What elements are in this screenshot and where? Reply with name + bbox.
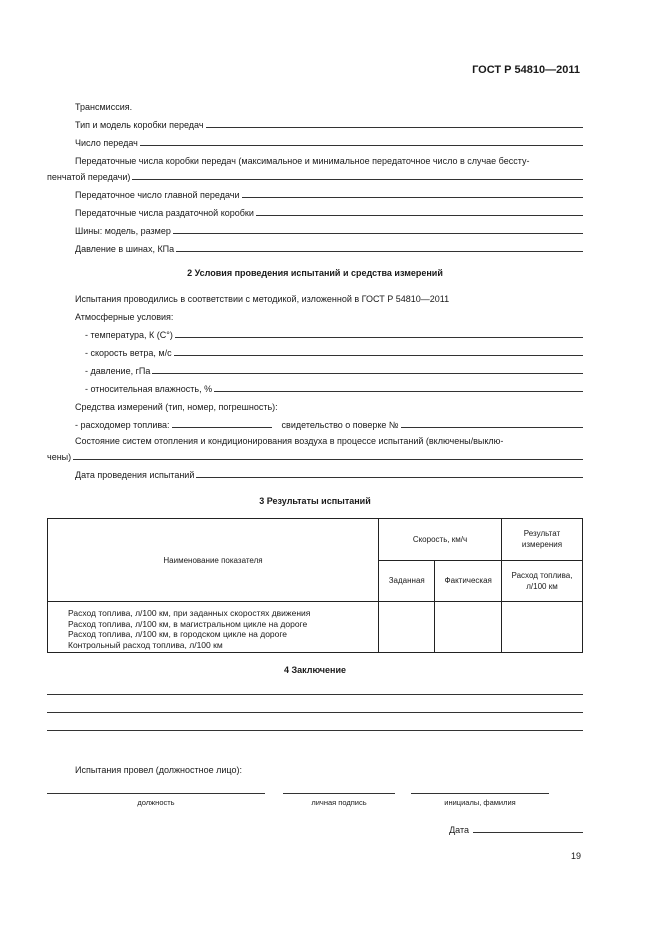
final-drive-field[interactable]: [242, 196, 583, 198]
gear-count-label: Число передач: [75, 138, 138, 148]
tires-row: [47, 218, 583, 236]
indicator-item: Расход топлива, л/100 км, в магистральном цикле на дороге: [68, 618, 308, 629]
table-header-row: [48, 519, 583, 561]
certificate-label: свидетельство о поверке №: [281, 420, 399, 430]
tires-label: Шины: модель, размер: [75, 226, 171, 236]
signature-field[interactable]: [283, 779, 395, 794]
flowmeter-label: - расходомер топлива:: [75, 420, 170, 430]
hvac-label-line1: Состояние систем отопления и кондиционирования воздуха в процессе испытаний (включены/выклю-: [75, 436, 504, 446]
humidity-field[interactable]: [214, 390, 583, 392]
set-speed-cell[interactable]: [379, 602, 435, 653]
tire-pressure-row: [47, 236, 583, 254]
method-text: Испытания проводились в соответствии с методикой, изложенной в ГОСТ Р 54810—2011: [75, 294, 450, 304]
header-result: Результат измерения: [502, 519, 583, 561]
transfer-case-label: Передаточные числа раздаточной коробки: [75, 208, 254, 218]
hvac-line1: [47, 432, 583, 446]
transfer-case-row: [47, 200, 583, 218]
indicator-item: Расход топлива, л/100 км, в городском цикле на дороге: [68, 629, 288, 639]
gear-count-row: [47, 130, 583, 148]
conclusion-lines: [47, 677, 583, 731]
test-date-label: Дата проведения испытаний: [75, 470, 195, 480]
header-speed: Скорость, км/ч: [379, 519, 502, 561]
table-row: [48, 602, 583, 653]
tire-pressure-field[interactable]: [176, 250, 583, 252]
indicator-list-cell: [48, 602, 379, 653]
wind-field[interactable]: [174, 354, 583, 356]
final-drive-row: [47, 182, 583, 200]
hvac-field[interactable]: [73, 458, 583, 460]
name-caption: инициалы, фамилия: [444, 798, 516, 807]
gear-ratios-label-line2: пенчатой передачи): [47, 172, 131, 182]
header-indicator-name: Наименование показателя: [48, 519, 379, 602]
transfer-case-field[interactable]: [256, 214, 583, 216]
gear-ratios-field[interactable]: [132, 178, 583, 180]
atmospheric-heading: Атмосферные условия:: [75, 312, 174, 322]
signature-caption: личная подпись: [311, 798, 367, 807]
humidity-label: - относительная влажность, %: [85, 384, 213, 394]
gearbox-model-label: Тип и модель коробки передач: [75, 120, 204, 130]
wind-row: [47, 340, 583, 358]
final-drive-label: Передаточное число главной передачи: [75, 190, 240, 200]
subheader-fuel-consumption: Расход топлива, л/100 км: [502, 560, 583, 602]
wind-label: - скорость ветра, м/с: [85, 348, 172, 358]
signature-column: [283, 779, 395, 807]
section-2-title: 2 Условия проведения испытаний и средства измерений: [187, 268, 443, 278]
test-date-row: [47, 462, 583, 480]
actual-speed-cell[interactable]: [435, 602, 502, 653]
conclusion-line[interactable]: [47, 677, 583, 695]
subheader-actual-speed: Фактическая: [435, 560, 502, 602]
temperature-field[interactable]: [175, 336, 583, 338]
humidity-row: [47, 376, 583, 394]
gear-ratios-line1: [47, 152, 583, 166]
position-field[interactable]: [47, 779, 265, 794]
gear-ratios-line2: [47, 166, 583, 182]
transmission-heading: Трансмиссия.: [75, 102, 133, 112]
date-label: Дата: [449, 825, 469, 835]
name-field[interactable]: [411, 779, 549, 794]
tires-field[interactable]: [173, 232, 583, 234]
section-3-title: 3 Результаты испытаний: [259, 496, 371, 506]
position-caption: должность: [137, 798, 175, 807]
position-column: [47, 779, 265, 807]
gear-count-field[interactable]: [140, 144, 583, 146]
temperature-row: [47, 322, 583, 340]
conclusion-line[interactable]: [47, 713, 583, 731]
pressure-row: [47, 358, 583, 376]
flowmeter-field[interactable]: [172, 426, 272, 428]
name-column: [411, 779, 549, 807]
certificate-field[interactable]: [401, 426, 583, 428]
pressure-label: - давление, гПа: [85, 366, 151, 376]
indicator-item: Контрольный расход топлива, л/100 км: [68, 639, 223, 650]
pressure-field[interactable]: [152, 372, 583, 374]
tire-pressure-label: Давление в шинах, КПа: [75, 244, 175, 254]
instruments-heading: Средства измерений (тип, номер, погрешность):: [75, 402, 278, 412]
date-row: [47, 817, 583, 835]
standard-number: ГОСТ Р 54810—2011: [472, 64, 580, 76]
form-body: [47, 94, 583, 835]
hvac-line2: [47, 446, 583, 462]
performed-by-label: Испытания провел (должностное лицо):: [75, 765, 242, 775]
date-field[interactable]: [473, 831, 583, 833]
gear-ratios-label-line1: Передаточные числа коробки передач (максимальное и минимальное передаточное число в случае бессту-: [75, 156, 530, 166]
signature-block: [47, 779, 583, 807]
fuel-consumption-cell[interactable]: [502, 602, 583, 653]
conclusion-line[interactable]: [47, 695, 583, 713]
gearbox-model-field[interactable]: [206, 126, 583, 128]
test-date-field[interactable]: [196, 476, 583, 478]
flowmeter-row: [47, 412, 583, 430]
indicator-item: Расход топлива, л/100 км, при заданных скоростях движения: [68, 608, 311, 618]
page-number: 19: [570, 851, 581, 861]
gearbox-model-row: [47, 112, 583, 130]
section-4-title: 4 Заключение: [283, 665, 347, 675]
subheader-set-speed: Заданная: [379, 560, 435, 602]
hvac-label-line2: чены): [47, 452, 72, 462]
results-table: [47, 518, 583, 653]
temperature-label: - температура, К (С°): [85, 330, 173, 340]
